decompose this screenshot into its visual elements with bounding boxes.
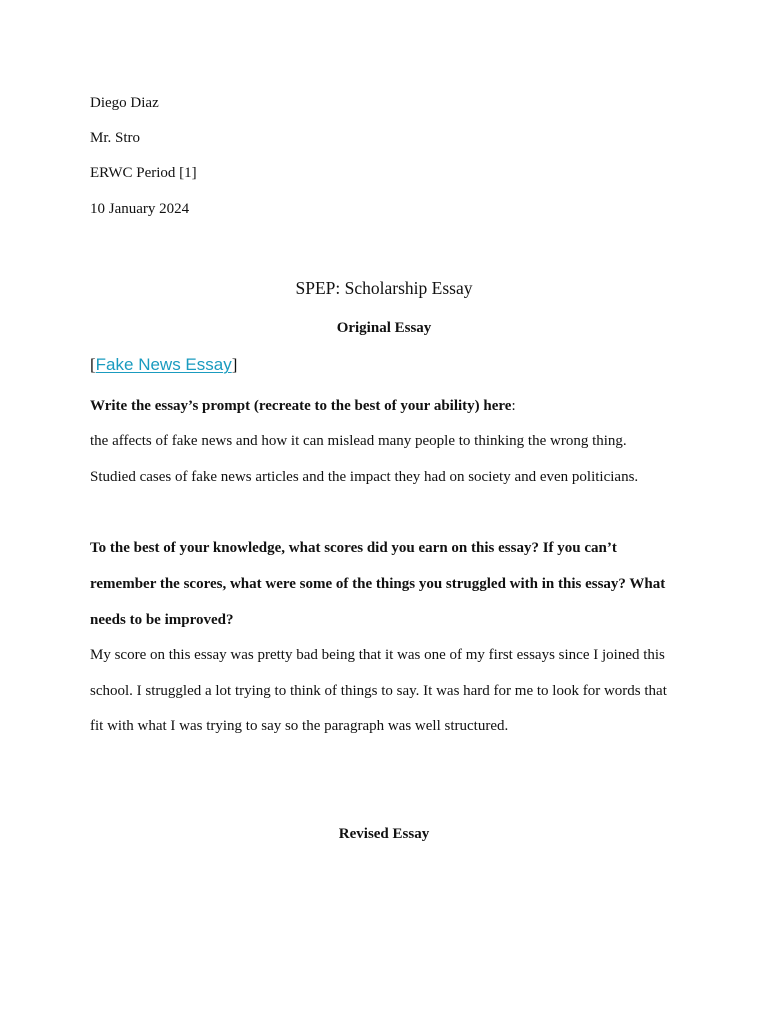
course-period: ERWC Period [1] [90,165,197,181]
revised-essay-heading: Revised Essay [338,826,430,842]
original-essay-heading: Original Essay [336,320,432,336]
score-question-line: needs to be improved? [90,612,234,628]
score-answer-line: fit with what I was trying to say so the paragraph was well structured. [90,718,509,734]
prompt-answer-line: Studied cases of fake news articles and the impact they had on society and even politicians. [90,469,639,485]
teacher-name: Mr. Stro [90,130,141,146]
score-answer-line: school. I struggled a lot trying to think of things to say. It was hard for me to look for words that [90,683,667,699]
essay-date: 10 January 2024 [90,201,190,217]
prompt-answer-line: the affects of fake news and how it can mislead many people to thinking the wrong thing. [90,433,627,449]
prompt-question [90,397,516,415]
link-open-bracket: [ [90,355,96,374]
score-question-line: To the best of your knowledge, what scores did you earn on this essay? If you can’t [90,540,617,556]
document-title: SPEP: Scholarship Essay [295,278,473,298]
fake-news-essay-link[interactable]: Fake News Essay [95,355,232,374]
score-answer-line: My score on this essay was pretty bad being that it was one of my first essays since I joined this [90,647,665,663]
link-close-bracket: ] [231,355,238,374]
score-question-line: remember the scores, what were some of the things you struggled with in this essay? What [90,576,666,592]
essay-link-line [90,354,237,376]
student-name: Diego Diaz [90,95,159,111]
prompt-question-text: Write the essay’s prompt (recreate to the best of your ability) here [90,398,512,414]
prompt-question-colon: : [511,398,516,414]
